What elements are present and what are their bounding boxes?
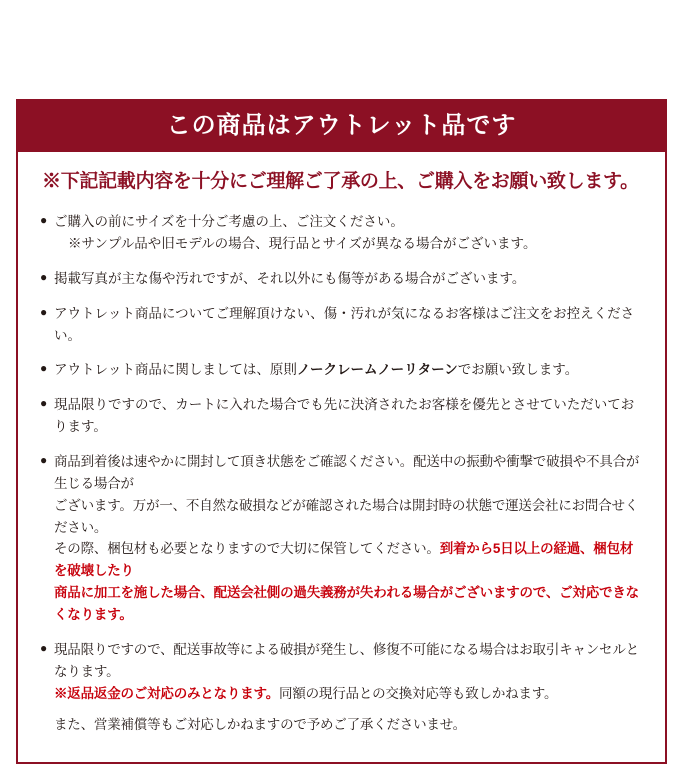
list-item-line: また、営業補償等もご対応しかねますので予めご了承くださいませ。 — [54, 717, 466, 733]
bullet-icon: ● — [40, 640, 48, 655]
list-item-line: 掲載写真が主な傷や汚れですが、それ以外にも傷等がある場合がございます。 — [54, 270, 526, 286]
list-item — [40, 359, 643, 381]
list-item-line: ございます。万が一、不自然な破損などが確認された場合は開封時の状態で運送会社にお問合せください。 — [54, 497, 639, 535]
list-item — [40, 639, 643, 736]
list-item-alert: 商品に加工を施した場合、配送会社側の過失義務が失われる場合がございますので、ご対応できなくなります。 — [54, 585, 639, 622]
list-item-subline: ※サンプル品や旧モデルの場合、現行品とサイズが異なる場合がございます。 — [68, 235, 537, 251]
list-item-line: アウトレット商品についてご理解頂けない、傷・汚れが気になるお客様はご注文をお控えください。 — [54, 305, 635, 343]
notice-header-title: この商品はアウトレット品です — [18, 101, 665, 152]
list-item-line: 現品限りですので、カートに入れた場合でも先に決済されたお客様を優先とさせていただいております。 — [54, 397, 635, 435]
bullet-icon: ● — [40, 304, 48, 319]
bullet-icon: ● — [40, 361, 48, 376]
list-item — [40, 394, 643, 438]
bullet-icon: ● — [40, 396, 48, 411]
bullet-icon: ● — [40, 213, 48, 228]
notice-lead-text: ※下記記載内容を十分にご理解ご了承の上、ご購入をお願い致します。 — [42, 171, 639, 193]
list-item-line: 同額の現行品との交換対応等も致しかねます。 — [279, 685, 558, 701]
list-item-line-tail: でお願い致します。 — [457, 362, 579, 378]
list-item-alert: ※返品返金のご対応のみとなります。 — [54, 685, 280, 701]
bullet-icon: ● — [40, 452, 48, 467]
list-item-line: その際、梱包材も必要となりますので大切に保管してください。 — [54, 541, 440, 557]
outlet-notice-panel — [16, 99, 667, 764]
list-item-line: ご購入の前にサイズを十分ご考慮の上、ご注文ください。 — [54, 214, 404, 230]
list-item — [40, 451, 643, 626]
list-item — [40, 211, 643, 255]
list-item — [40, 268, 643, 290]
bullet-icon: ● — [40, 269, 48, 284]
list-item-alert: 到着から5日以上の経過、梱包材を破壊したり — [54, 541, 634, 579]
notice-body — [18, 152, 665, 762]
list-item-line: 現品限りですので、配送事故等による破損が発生し、修復不可能になる場合はお取引キャンセルとなります。 — [54, 641, 639, 679]
list-item — [40, 303, 643, 347]
list-item-line: 商品到着後は速やかに開封して頂き状態をご確認ください。配送中の振動や衝撃で破損や不具合が生じる場合が — [54, 453, 640, 491]
list-item-line: アウトレット商品に関しましては、原則 — [54, 362, 297, 378]
list-item-emphasis: ノークレームノーリターン — [296, 362, 458, 378]
